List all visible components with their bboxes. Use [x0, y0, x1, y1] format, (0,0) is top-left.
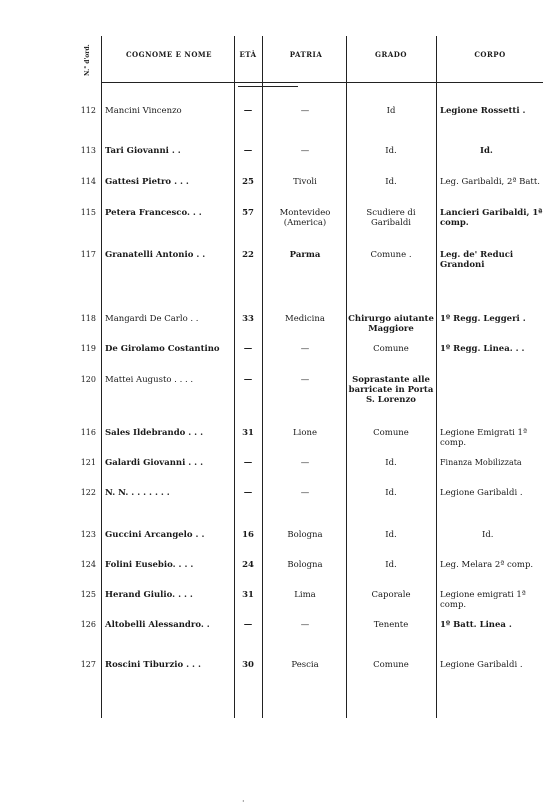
row-patria: Tivoli — [293, 177, 317, 187]
row-name: Mattei Augusto . . . . — [105, 375, 194, 385]
row-grado: Tenente — [373, 620, 409, 630]
row-grado: Comune — [373, 344, 409, 354]
header-underline-age — [238, 86, 298, 87]
header-name: COGNOME E NOME — [125, 50, 213, 59]
row-grado: Id. — [385, 530, 397, 540]
row-corpo: Legione Emigrati 1ª comp. — [440, 428, 527, 448]
row-number: 123 — [80, 530, 96, 539]
row-number: 115 — [80, 208, 96, 217]
row-corpo: Legione emigrati 1ª comp. — [440, 590, 526, 610]
row-age: 33 — [242, 314, 254, 324]
row-age: — — [243, 375, 253, 385]
row-age: 25 — [242, 177, 254, 187]
row-number: 126 — [80, 620, 96, 629]
row-name: Herand Giulio. . . . — [105, 590, 193, 600]
column-rule-grado — [436, 36, 437, 718]
row-patria: Lima — [294, 590, 316, 600]
row-age: 16 — [242, 530, 254, 540]
row-patria: Lione — [293, 428, 317, 438]
row-name: Folini Eusebio. . . . — [105, 560, 194, 570]
row-name: Galardi Giovanni . . . — [105, 458, 204, 468]
row-grado: Comune — [373, 428, 409, 438]
row-corpo: Leg. Garibaldi, 2ª Batt. — [440, 177, 540, 187]
row-patria: Bologna — [287, 530, 323, 540]
row-age: 30 — [242, 660, 254, 670]
row-corpo: Id. — [480, 146, 493, 156]
row-number: 113 — [80, 146, 96, 155]
row-number: 118 — [80, 314, 96, 323]
row-grado: Comune . — [370, 250, 412, 260]
row-patria: — — [300, 375, 310, 385]
row-number: 114 — [80, 177, 96, 186]
row-patria: Montevideo (America) — [279, 208, 331, 228]
row-grado: Chirurgo aiutante Maggiore — [348, 314, 434, 334]
header-grado: GRADO — [375, 50, 407, 59]
row-corpo: Leg. Melara 2ª comp. — [440, 560, 534, 570]
row-age: 24 — [242, 560, 254, 570]
row-age: — — [243, 620, 253, 630]
row-number: 121 — [80, 458, 96, 467]
row-name: N. N. . . . . . . . — [105, 488, 170, 498]
row-corpo: Legione Garibaldi . — [440, 488, 523, 498]
row-patria: — — [300, 106, 310, 116]
row-corpo: Leg. de' Reduci Grandoni — [440, 250, 514, 270]
row-age: — — [243, 344, 253, 354]
row-name: Altobelli Alessandro. . — [105, 620, 210, 630]
row-grado: Id. — [385, 458, 397, 468]
row-patria: Pescia — [291, 660, 319, 670]
row-patria: — — [300, 344, 310, 354]
row-corpo: Id. — [482, 530, 494, 540]
header-age: ETÀ — [239, 50, 257, 59]
row-name: Mancini Vincenzo — [105, 106, 182, 116]
row-age: — — [243, 458, 253, 468]
row-age: — — [243, 488, 253, 498]
row-grado: Comune — [373, 660, 409, 670]
row-grado: Id. — [385, 146, 397, 156]
row-grado: Caporale — [371, 590, 411, 600]
row-name: Guccini Arcangelo . . — [105, 530, 205, 540]
row-grado: Scudiere di Garibaldi — [366, 208, 416, 228]
row-number: 127 — [80, 660, 96, 669]
row-number: 122 — [80, 488, 96, 497]
row-patria: — — [300, 620, 310, 630]
row-name: Petera Francesco. . . — [105, 208, 202, 218]
row-corpo: 1º Batt. Linea . — [440, 620, 512, 630]
row-corpo: Legione Rossetti . — [440, 106, 526, 116]
row-grado: Soprastante alle barricate in Porta S. Lorenzo — [348, 375, 434, 405]
header-corpo: CORPO — [474, 50, 506, 59]
row-number: 116 — [80, 428, 96, 437]
row-age: — — [243, 106, 253, 116]
row-age: 31 — [242, 590, 254, 600]
row-patria: Parma — [289, 250, 321, 260]
column-rule-left — [101, 36, 102, 718]
row-grado: Id. — [385, 177, 397, 187]
row-name: Tari Giovanni . . — [105, 146, 181, 156]
row-corpo: Lancieri Garibaldi, 1ª comp. — [440, 208, 543, 228]
row-corpo: 1º Regg. Leggeri . — [440, 314, 526, 324]
row-corpo: Legione Garibaldi . — [440, 660, 523, 670]
header-patria: PATRIA — [289, 50, 323, 59]
row-name: De Girolamo Costantino — [105, 344, 220, 354]
row-patria: Bologna — [287, 560, 323, 570]
column-rule-patria — [346, 36, 347, 718]
row-patria: — — [300, 458, 310, 468]
row-corpo: 1º Regg. Linea. . . — [440, 344, 525, 354]
header-number: N.° d'ord. — [84, 44, 91, 76]
row-age: 57 — [242, 208, 254, 218]
row-grado: Id. — [385, 560, 397, 570]
row-number: 117 — [80, 250, 96, 259]
row-number: 124 — [80, 560, 96, 569]
row-name: Granatelli Antonio . . — [105, 250, 206, 260]
row-age: 22 — [242, 250, 254, 260]
row-grado: Id. — [385, 488, 397, 498]
row-corpo: Finanza Mobilizzata — [440, 458, 522, 467]
column-rule-age — [262, 36, 263, 718]
header-rule — [101, 82, 543, 83]
row-number: 120 — [80, 375, 96, 384]
row-number: 119 — [80, 344, 96, 353]
row-grado: Id — [386, 106, 396, 116]
row-patria: — — [300, 488, 310, 498]
row-name: Gattesi Pietro . . . — [105, 177, 189, 187]
row-patria: Medicina — [285, 314, 325, 324]
row-name: Sales Ildebrando . . . — [105, 428, 204, 438]
row-name: Mangardi De Carlo . . — [105, 314, 199, 324]
row-patria: — — [300, 146, 310, 156]
row-name: Roscini Tiburzio . . . — [105, 660, 201, 670]
row-age: — — [243, 146, 253, 156]
row-age: 31 — [242, 428, 254, 438]
row-number: 125 — [80, 590, 96, 599]
row-number: 112 — [80, 106, 96, 115]
page-mark: · — [242, 797, 245, 806]
